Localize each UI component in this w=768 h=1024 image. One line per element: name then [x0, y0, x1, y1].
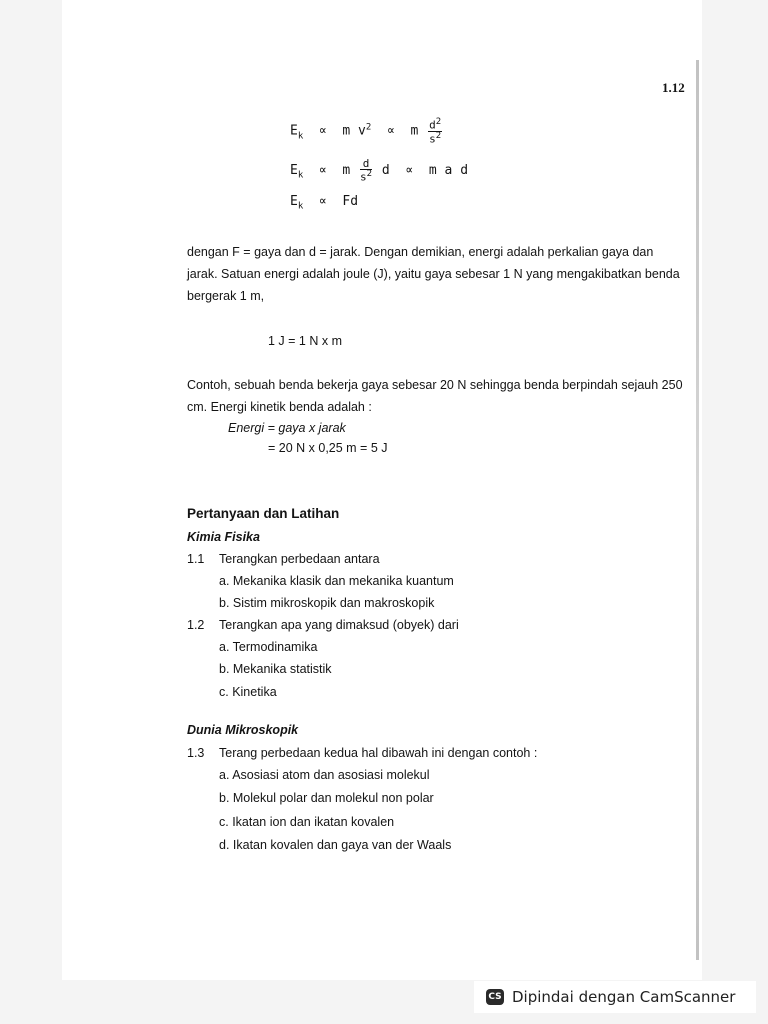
- example-line-3: Energi = gaya x jarak: [228, 421, 346, 435]
- eq1-lhs: E: [290, 123, 298, 139]
- eq3-lhs: E: [290, 194, 298, 209]
- eq2-term1: m: [342, 162, 351, 178]
- eq1-frac-den-sup: 2: [435, 130, 442, 141]
- eq2-frac-den: s: [360, 170, 367, 184]
- eq1-frac-num: d: [429, 118, 436, 132]
- question-text: Terangkan apa yang dimaksud (obyek) dari: [219, 618, 459, 632]
- eq1-frac-den: s: [429, 132, 436, 146]
- paragraph-line-2: jarak. Satuan energi adalah joule (J), yaitu gaya sebesar 1 N yang mengakibatkan benda: [187, 267, 680, 281]
- equation-3: [290, 194, 358, 212]
- eq2-frac-den-sup: 2: [366, 169, 373, 179]
- section-title: Pertanyaan dan Latihan: [187, 506, 340, 521]
- eq2-prop2: ∝: [405, 162, 414, 178]
- eq2-prop: ∝: [318, 162, 327, 178]
- list-item: a. Mekanika klasik dan mekanika kuantum: [219, 574, 454, 588]
- eq1-fraction: [428, 118, 442, 144]
- subsection-title-2: Dunia Mikroskopik: [187, 723, 299, 737]
- list-item: a. Termodinamika: [219, 640, 318, 654]
- eq2-lhs-sub: k: [297, 170, 304, 181]
- paragraph-energy: [187, 241, 680, 307]
- eq1-term1: m v: [342, 123, 366, 139]
- scanned-page: [62, 0, 702, 980]
- list-item: c. Kinetika: [219, 685, 277, 699]
- list-item: d. Ikatan kovalen dan gaya van der Waals: [219, 838, 452, 852]
- list-item: b. Mekanika statistik: [219, 662, 332, 676]
- question-number: 1.3: [187, 746, 205, 760]
- paragraph-line-1: dengan F = gaya dan d = jarak. Dengan demikian, energi adalah perkalian gaya dan: [187, 245, 654, 259]
- eq1-term2: m: [410, 123, 419, 139]
- eq3-term1: Fd: [342, 194, 359, 209]
- camscanner-logo-icon: CS: [486, 989, 504, 1005]
- eq3-lhs-sub: k: [297, 201, 304, 212]
- question-1-2: [187, 618, 459, 632]
- unit-equation: 1 J = 1 N x m: [268, 334, 342, 348]
- camscanner-watermark: [474, 981, 756, 1013]
- eq2-frac-num: d: [360, 158, 372, 170]
- example-line-4: = 20 N x 0,25 m = 5 J: [268, 441, 388, 455]
- watermark-text: Dipindai dengan CamScanner: [512, 988, 736, 1006]
- eq1-term1-sup: 2: [365, 122, 372, 133]
- example-line-1: Contoh, sebuah benda bekerja gaya sebesar 20 N sehingga benda berpindah sejauh 250: [187, 378, 683, 392]
- eq1-frac-num-sup: 2: [435, 117, 442, 127]
- question-text: Terang perbedaan kedua hal dibawah ini dengan contoh :: [219, 746, 538, 760]
- eq1-prop2: ∝: [386, 123, 395, 139]
- question-number: 1.1: [187, 552, 205, 566]
- list-item: a. Asosiasi atom dan asosiasi molekul: [219, 768, 430, 782]
- eq3-prop: ∝: [318, 194, 327, 209]
- paragraph-line-3: bergerak 1 m,: [187, 289, 265, 303]
- eq1-lhs-sub: k: [297, 131, 304, 142]
- question-number: 1.2: [187, 618, 205, 632]
- question-1-1: [187, 552, 380, 566]
- eq2-term3: m a d: [428, 162, 469, 178]
- equation-1: [290, 118, 444, 144]
- question-text: Terangkan perbedaan antara: [219, 552, 380, 566]
- page-number: 1.12: [662, 80, 685, 95]
- question-1-3: [187, 746, 537, 760]
- eq1-prop: ∝: [318, 123, 327, 139]
- equation-2: [290, 158, 468, 183]
- list-item: b. Sistim mikroskopik dan makroskopik: [219, 596, 435, 610]
- eq2-term2: d: [381, 162, 390, 178]
- subsection-title-1: Kimia Fisika: [187, 530, 260, 544]
- page-edge-shadow: [696, 60, 699, 960]
- eq2-lhs: E: [290, 162, 298, 178]
- list-item: c. Ikatan ion dan ikatan kovalen: [219, 815, 395, 829]
- example-line-2: cm. Energi kinetik benda adalah :: [187, 400, 372, 414]
- list-item: b. Molekul polar dan molekul non polar: [219, 791, 434, 805]
- eq2-fraction: [360, 158, 372, 183]
